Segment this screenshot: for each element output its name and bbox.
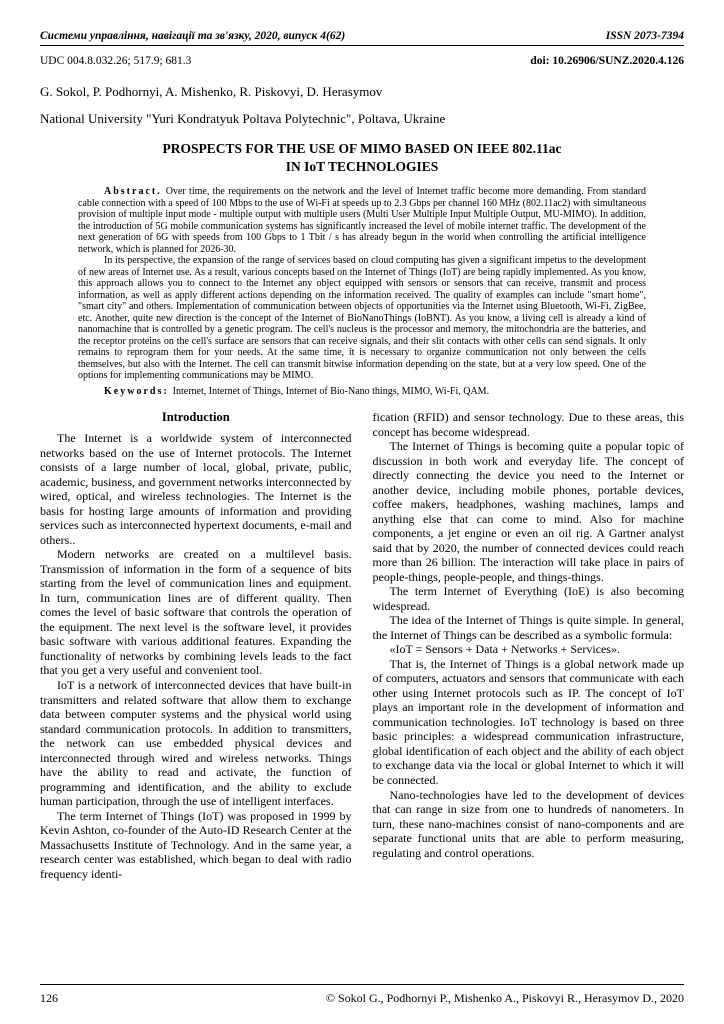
abstract-text-1: Over time, the requirements on the network and the level of Internet traffic become more demanding. From standard cable connection with a speed of 100 Mbps to the use of Wi-Fi at speeds up to 2.3 Gbps per channel 160 MHz (802.11ac2) with simultaneous provision of multiple input mode - multiple output with multiple users (Multi User Multiple Input Multiple Output, MU-MIMO). In addition, the introduction of 5G mobile communication systems has significantly increased the level of mobile internet traffic. The development of the next generation of 6G with speeds from 100 Gbps to 1 Tbit / s has already begun in the world when controlling the artificial intelligence network, which is planned for 2026-30. (78, 186, 646, 255)
authors-line: G. Sokol, P. Podhornyi, A. Mishenko, R. Piskovyi, D. Herasymov (40, 84, 383, 99)
keywords-text: Internet, Internet of Things, Internet of Bio-Nano things, MIMO, Wi-Fi, QAM. (172, 385, 490, 397)
header-rule (40, 45, 684, 46)
udc-line (40, 55, 684, 67)
footer-rule (40, 984, 684, 985)
paragraph: IoT is a network of interconnected devices that have built-in transmitters and related software that allow them to exchange data between computer systems and the physical world using standard communication protocols. In addition to transmitters, the network can use embedded physical devices and interconnected through wired and wireless networks. Things have the ability to read and activate, the function of programming and identification, and the ability to exclude human participation, through the use of intelligent interfaces. (40, 677, 352, 809)
paper-title-line1: PROSPECTS FOR THE USE OF MIMO BASED ON IEEE 802.11ac (162, 141, 562, 156)
paragraph: The term Internet of Everything (IoE) is also becoming widespread. (372, 584, 684, 613)
article-body (40, 410, 684, 881)
footer-line (40, 991, 684, 1006)
udc-code: UDC 004.8.032.26; 517.9; 681.3 (40, 55, 192, 67)
paper-title-line2: IN IoT TECHNOLOGIES (285, 158, 439, 174)
keywords-label: Keywords: (104, 385, 169, 397)
abstract-label: Abstract. (104, 186, 162, 198)
journal-header (40, 30, 684, 67)
paragraph: The term Internet of Things (IoT) was proposed in 1999 by Kevin Ashton, co-founder of the Auto-ID Research Center at the Massachusetts Institute of Technology. And in the same year, a research center was established, which began to deal with radio frequency identi- (40, 808, 352, 881)
affiliation-line: National University "Yuri Kondratyuk Poltava Polytechnic", Poltava, Ukraine (40, 111, 446, 126)
abstract-paragraph-1 (78, 186, 646, 255)
copyright-line: © Sokol G., Podhornyi P., Mishenko A., Piskovyi R., Herasymov D., 2020 (325, 991, 684, 1005)
paragraph: fication (RFID) and sensor technology. Due to these areas, this concept has become widespread. (372, 410, 684, 439)
journal-title: Системи управління, навігації та зв'язку, 2020, випуск 4(62) (40, 30, 346, 42)
paragraph: The Internet is a worldwide system of interconnected networks based on the use of Internet protocols. The Internet consists of a large number of local, global, private, public, academic, business, and government networks interconnected by wired, optical, and wireless technologies. The Internet is the basis for hosting large amounts of information and providing services such as interconnected hypertext documents, e-mail and others.. (40, 431, 352, 547)
left-column (40, 410, 352, 881)
paragraph: That is, the Internet of Things is a global network made up of computers, actuators and sensors that communicate with each other using Internet protocols such as IP. The concept of IoT plays an important role in the development of information and communication technologies. IoT technology is based on three basic principles: a widespread communication infrastructure, global identification of each object and the ability of each object to exchange data via the local or global Internet to which it will be connected. (372, 656, 684, 787)
journal-line (40, 30, 684, 42)
formula-line: «IoT = Sensors + Data + Networks + Services». (389, 642, 620, 657)
section-heading-introduction: Introduction (161, 410, 230, 425)
paragraph: The idea of the Internet of Things is quite simple. In general, the Internet of Things can be described as a symbolic formula: (372, 613, 684, 642)
page-footer (40, 984, 684, 1006)
paragraph: Nano-technologies have led to the development of devices that can range in size from one to hundreds of nanometers. In turn, these nano-machines consist of nano-components and are separate functional units that are able to perform measuring, regulating and control operations. (372, 787, 684, 860)
paragraph: Modern networks are created on a multilevel basis. Transmission of information in the form of a sequence of bits starting from the level of communication lines and equipment. In turn, communication lines are of different quality. Then comes the level of basic software that controls the operation of the equipment. The next level is the software level, it provides basic software with various additional features. Expanding the functionality of networks by combining levels leads to the fact that you get a very useful and convenient tool. (40, 547, 352, 678)
right-column (373, 410, 685, 881)
keywords-line (78, 386, 646, 398)
journal-issn: ISSN 2073-7394 (605, 30, 684, 42)
paragraph: The Internet of Things is becoming quite a popular topic of discussion in both work and everyday life. The concept of directly connecting the device you need to the Internet or another device, including mobile phones, portable devices, coffee makers, headphones, washing machines, lamps and anything else that can come to mind. Also for machine components, a jet engine or even an oil rig. A Gartner analyst said that by 2020, the number of connected devices could reach more than 26 billion. The interaction will take place in pairs of people-things, people-people, and things-things. (372, 439, 684, 584)
abstract-paragraph-2: In its perspective, the expansion of the range of services based on cloud computing has given a significant impetus to the development of new areas of Internet use. As a result, various concepts based on the Internet of Things (IoT) are being rapidly implemented. As you know, this approach allows you to connect to the Internet any object equipped with sensors or sensors that can receive, transmit and process information, as well as apply different actions depending on the information received. The quality of examples can include "smart home", "smart city" and others. Implementation of communication between objects of opportunities via the Internet using Bluetooth, Wi-Fi, ZigBee, etc. Another, quite new direction is the concept of the Internet of BioNanoThings (IoBNT). As you know, a living cell is already a kind of nanomachine that is controlled by a genetic program. The cell's nucleus is the processor and memory, the mitochondria are the batteries, and the receptor proteins on the cell's surface are sensors that can receive signals, and their slit contacts with other cells can send signals. It only remains to reprogram them for your needs. At the same time, it is necessary to organize communication not only between the cells themselves, but also with the Internet. The cell can transmit bitwise information depending on the state, but at a very low speed. One of the options for implementing communications may be MIMO. (78, 255, 646, 382)
paper-title (40, 140, 684, 175)
page-number: 126 (40, 991, 58, 1005)
abstract-block (78, 186, 646, 397)
doi: doi: 10.26906/SUNZ.2020.4.126 (530, 55, 684, 67)
